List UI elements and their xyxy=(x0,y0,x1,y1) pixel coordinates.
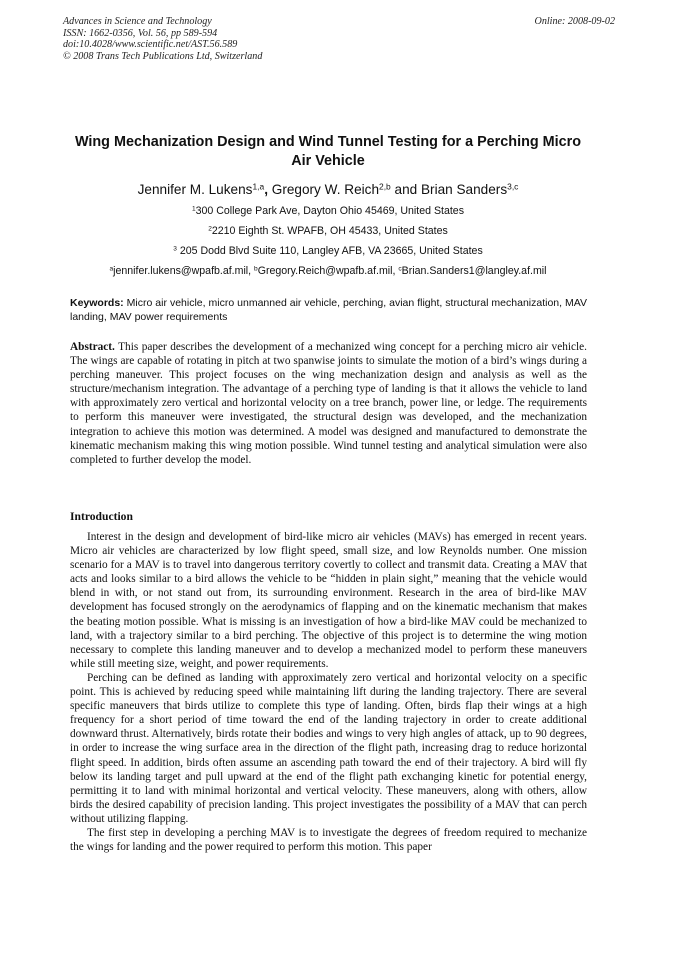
author-name: Brian Sanders xyxy=(420,182,508,197)
affiliation-text: 2210 Eighth St. WPAFB, OH 45433, United States xyxy=(211,225,448,237)
author-separator: , xyxy=(264,182,272,197)
copyright-line: © 2008 Trans Tech Publications Ltd, Switzerland xyxy=(63,50,263,62)
author-superscript: 2,b xyxy=(379,181,391,192)
author-emails xyxy=(60,265,596,278)
affiliation-text: 205 Dodd Blvd Suite 110, Langley AFB, VA 23665, United States xyxy=(176,245,483,257)
doi-line: doi:10.4028/www.scientific.net/AST.56.589 xyxy=(63,39,238,50)
introduction-heading: Introduction xyxy=(70,510,133,523)
body-paragraph: The first step in developing a perching MAV is to investigate the degrees of freedom required to mechanize the wings for landing and the power required to perform this motion. This paper xyxy=(70,826,587,854)
keywords-text: Micro air vehicle, micro unmanned air vehicle, perching, avian flight, structural mechanization, MAV landing, MAV power requirements xyxy=(70,297,587,323)
affiliation-3 xyxy=(60,245,596,258)
email-superscript: b xyxy=(254,265,258,273)
author-superscript: 3,c xyxy=(507,181,519,192)
email-superscript: a xyxy=(109,265,114,273)
journal-header xyxy=(63,16,615,62)
email-text: jennifer.lukens@wpafb.af.mil, xyxy=(113,265,255,277)
paper-title: Wing Mechanization Design and Wind Tunnel Testing for a Perching Micro Air Vehicle xyxy=(74,134,582,169)
email-superscript: c xyxy=(398,265,402,273)
affiliation-superscript: 2 xyxy=(208,225,212,233)
author-name: Gregory W. Reich xyxy=(271,182,380,197)
affiliation-superscript: 3 xyxy=(173,245,177,253)
author-superscript: 1,a xyxy=(252,181,265,192)
author-separator: and xyxy=(390,182,421,197)
author-name: Jennifer M. Lukens xyxy=(137,182,253,197)
body-paragraph: Perching can be defined as landing with approximately zero vertical and horizontal velocity on a specific point. This is achieved by reducing speed while maintaining lift during the landing trajectory. There are several specific maneuvers that birds utilize to complete this type of landing. Often, birds flap their wings at a high frequency for a short period of time toward the end of the landing trajectory in order to create additional downward thrust. Alternatively, birds rotate their bodies and wings to very high angles of attack, up to 90 degrees, in order to increase the wing surface area in the direction of the flight path, increasing drag to reduce horizontal flight speed. In addition, birds often assume an ascending path toward the end of their trajectory. A bird will fly below its landing target and pull upward at the end of the flight path exchanging kinetic for potential energy, permitting it to land with minimal horizontal and vertical velocity. These maneuvers, along with others, allow birds the desired capability of precision landing. This project investigates the possibility of a MAV that can perch without utilizing flapping. xyxy=(70,671,587,825)
email-text: Brian.Sanders1@langley.af.mil xyxy=(401,265,547,277)
introduction-body xyxy=(70,530,587,854)
affiliation-text: 300 College Park Ave, Dayton Ohio 45469, United States xyxy=(195,205,464,217)
affiliation-2 xyxy=(60,225,596,238)
email-text: Gregory.Reich@wpafb.af.mil, xyxy=(257,265,399,277)
affiliation-superscript: 1 xyxy=(191,205,196,213)
keywords-label: Keywords: xyxy=(70,297,124,309)
abstract-block xyxy=(70,340,587,467)
online-date: Online: 2008-09-02 xyxy=(534,16,615,27)
affiliation-1 xyxy=(60,205,596,218)
keywords-block xyxy=(70,297,587,324)
abstract-label: Abstract. xyxy=(70,341,115,353)
author-list xyxy=(69,182,587,198)
issn-line: ISSN: 1662-0356, Vol. 56, pp 589-594 xyxy=(63,27,218,39)
journal-name: Advances in Science and Technology xyxy=(63,16,212,27)
body-paragraph: Interest in the design and development of bird-like micro air vehicles (MAVs) has emerged in recent years. Micro air vehicles are characterized by low flight speed, small size, and low Reynolds number. One mission scenario for a MAV is to travel into dangerous territory covertly to collect and transmit data. Creating a MAV that acts and looks similar to a bird allows the vehicle to be “hidden in plain sight,” meaning that the vehicle would blend in with, or not stand out from, its surrounding environment. Research in the area of bird-like MAV development has focused strongly on the aerodynamics of flapping and on the kinematic mechanism that makes the beating motion possible. What is missing is an investigation of how a bird-like MAV could be mechanized to land, with a trajectory similar to a bird perching. The objective of this project is to determine the wing motion necessary to complete this landing maneuver and to develop a mechanized model to perform these maneuvers while still meeting size, weight, and power requirements. xyxy=(70,531,587,670)
abstract-text: This paper describes the development of a mechanized wing concept for a perching micro air vehicle. The wings are capable of rotating in pitch at two spanwise joints to simulate the motion of a bird’s wings during a perching maneuver. This project focuses on the wing mechanization design and analysis as well as the structure/mechanism integration. The advantage of a perching type of landing is that it allows the vehicle to land with approximately zero vertical and horizontal velocity on a tree branch, power line, or ledge. The requirements to perform this maneuver were investigated, the structural design was developed, and the mechanization integration to achieve this motion was determined. A model was designed and manufactured to demonstrate the kinematic mechanism making this wing motion possible. Wind tunnel testing and analytical simulation were also completed to further develop the model. xyxy=(70,341,587,466)
